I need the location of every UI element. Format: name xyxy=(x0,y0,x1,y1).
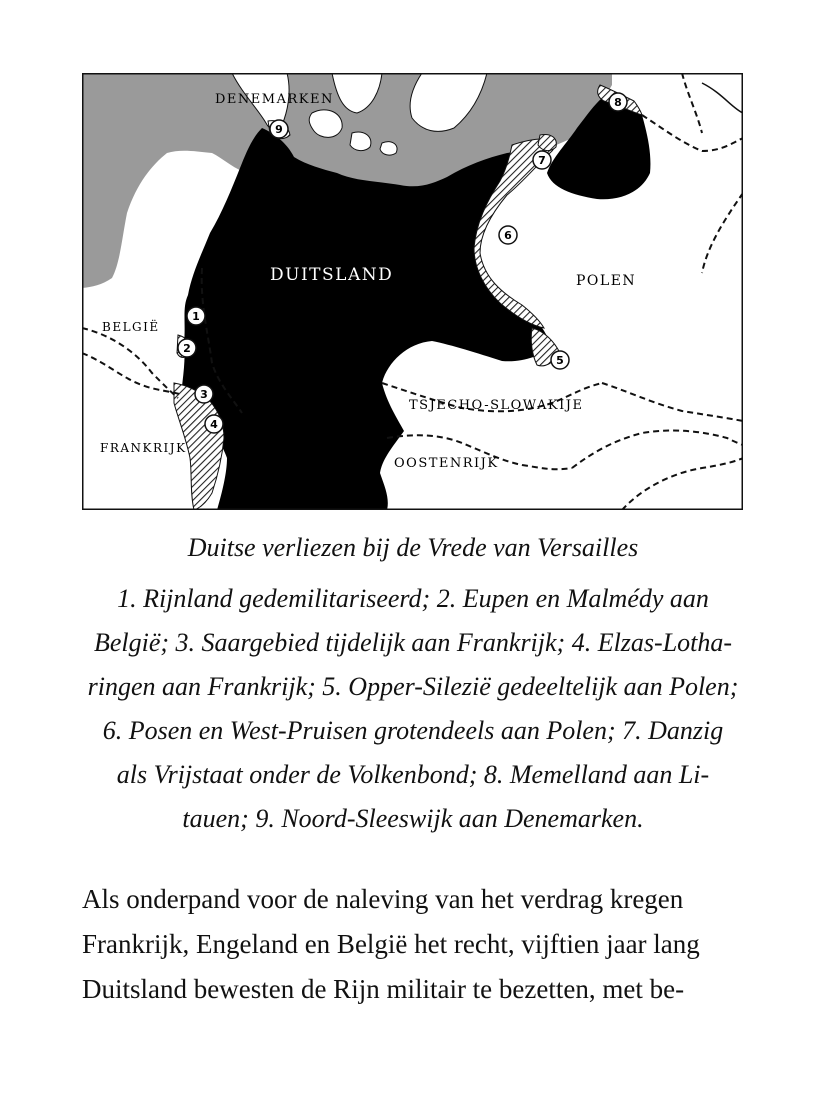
marker-3-number: 3 xyxy=(200,388,208,401)
caption-title: Duitse verliezen bij de Vrede van Versailles xyxy=(187,533,639,562)
label-tsjecho-slowakije: TSJECHO-SLOWAKIJE xyxy=(409,398,584,413)
body-text-line: Frankrijk, Engeland en België het recht, vijftien jaar lang xyxy=(82,929,700,959)
caption-line: ringen aan Frankrijk; 5. Opper-Silezië gedeeltelijk aan Polen; xyxy=(87,672,739,701)
label-frankrijk: FRANKRIJK xyxy=(100,441,187,455)
marker-7-number: 7 xyxy=(538,154,546,167)
body-text-line: Duitsland bewesten de Rijn militair te bezetten, met be- xyxy=(82,974,685,1004)
marker-4-number: 4 xyxy=(210,418,218,431)
label-duitsland: DUITSLAND xyxy=(270,265,394,285)
marker-2-number: 2 xyxy=(183,342,191,355)
marker-9-number: 9 xyxy=(275,123,283,136)
caption-line: 6. Posen en West-Pruisen grotendeels aan Polen; 7. Danzig xyxy=(102,716,724,745)
marker-6 xyxy=(499,226,517,244)
marker-5 xyxy=(551,351,569,369)
caption-line: 1. Rijnland gedemilitariseerd; 2. Eupen en Malmédy aan xyxy=(117,584,709,613)
label-oostenrijk: OOSTENRIJK xyxy=(394,456,499,471)
ceded-area-danzig xyxy=(538,135,556,151)
marker-3 xyxy=(195,385,213,403)
marker-7 xyxy=(533,151,551,169)
label-belgie: BELGIË xyxy=(102,320,160,334)
label-polen: POLEN xyxy=(576,273,637,289)
marker-1 xyxy=(187,307,205,325)
caption-line: tauen; 9. Noord-Sleeswijk aan Denemarken. xyxy=(182,804,644,833)
body-text-line: Als onderpand voor de naleving van het verdrag kregen xyxy=(82,884,684,914)
marker-8 xyxy=(609,93,627,111)
marker-9 xyxy=(270,120,288,138)
danish-island xyxy=(380,142,397,155)
marker-6-number: 6 xyxy=(504,229,512,242)
marker-8-number: 8 xyxy=(614,96,622,109)
danish-island xyxy=(350,132,371,151)
marker-2 xyxy=(178,339,196,357)
marker-1-number: 1 xyxy=(192,310,200,323)
map-figure xyxy=(82,73,743,510)
caption-line: België; 3. Saargebied tijdelijk aan Frankrijk; 4. Elzas-Lotha- xyxy=(93,628,733,657)
marker-5-number: 5 xyxy=(556,354,564,367)
caption-line: als Vrijstaat onder de Volkenbond; 8. Memelland aan Li- xyxy=(116,760,710,789)
marker-4 xyxy=(205,415,223,433)
label-denemarken: DENEMARKEN xyxy=(215,92,334,107)
